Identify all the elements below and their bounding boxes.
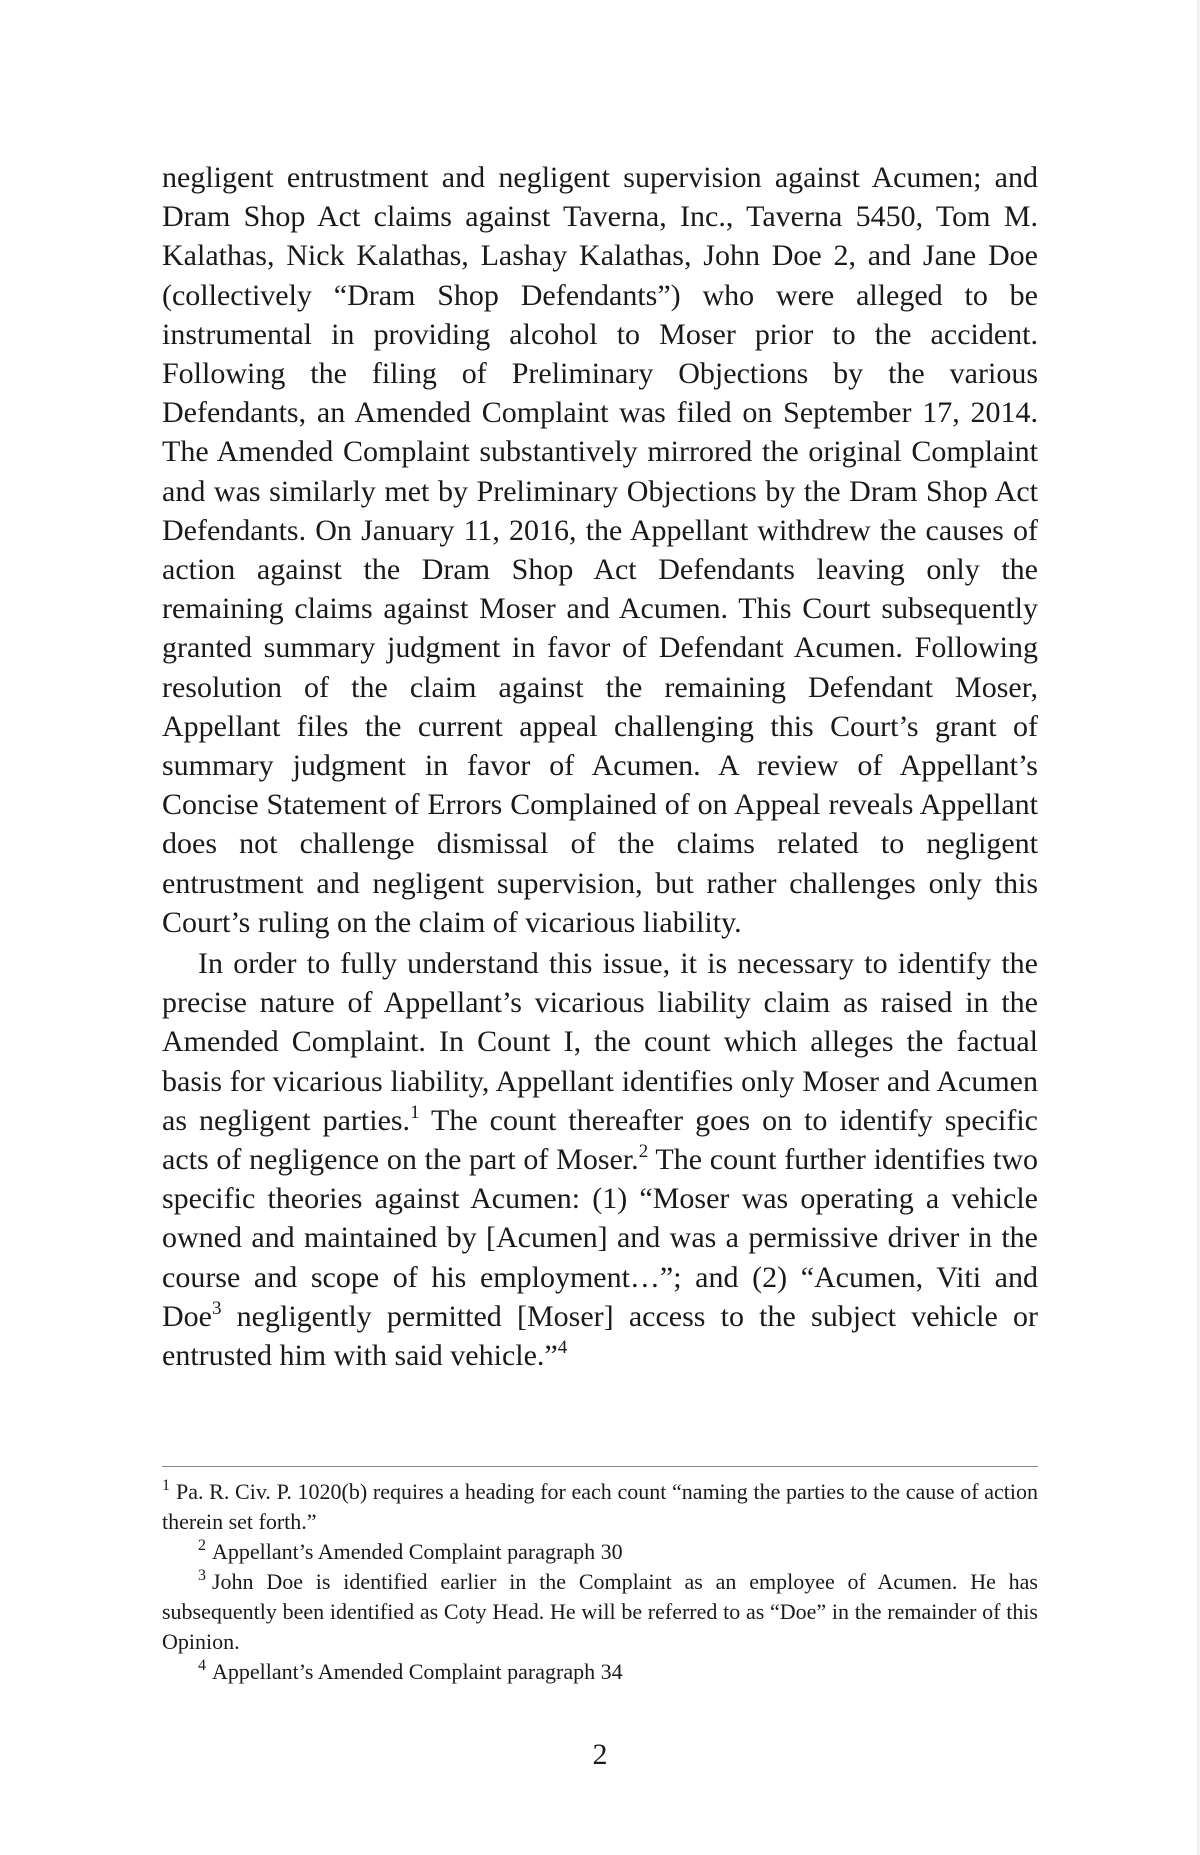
footnote-number: 2 (198, 1537, 206, 1554)
footnote-ref-1[interactable]: 1 (410, 1101, 420, 1123)
paragraph-text: The count thereafter goes on to identify specific acts of negligence on the part of Moser. (162, 1103, 1038, 1177)
footnote-number: 4 (198, 1657, 206, 1674)
footnote-1 (162, 1477, 1038, 1537)
footnote-divider (162, 1466, 1038, 1467)
paragraph-continued: negligent entrustment and negligent supervision against Acumen; and Dram Shop Act claims against Taverna, Inc., Taverna 5450, Tom M. Kalathas, Nick Kalathas, Lashay Kalathas, John Doe 2, and Jane Doe (collectively “Dram Shop Defendants”) who were alleged to be instrumental in providing alcohol to Moser prior to the accident. Following the filing of Preliminary Objections by the various Defendants, an Amended Complaint was filed on September 17, 2014. The Amended Complaint substantively mirrored the original Complaint and was similarly met by Preliminary Objections by the Dram Shop Act Defendants. On January 11, 2016, the Appellant withdrew the causes of action against the Dram Shop Act Defendants leaving only the remaining claims against Moser and Acumen. This Court subsequently granted summary judgment in favor of Defendant Acumen. Following resolution of the claim against the remaining Defendant Moser, Appellant files the current appeal challenging this Court’s grant of summary judgment in favor of Acumen. A review of Appellant’s Concise Statement of Errors Complained of on Appeal reveals Appellant does not challenge dismissal of the claims related to negligent entrustment and negligent supervision, but rather challenges only this Court’s ruling on the claim of vicarious liability. (162, 161, 1038, 939)
paragraph-text: negligently permitted [Moser] access to the subject vehicle or entrusted him with said vehicle.” (162, 1299, 1038, 1373)
paragraph-text: The count further identifies two specific theories against Acumen: (1) “Moser was operating a vehicle owned and maintained by [Acumen] and was a permissive driver in the course and scope of his employment…”; and (2) “Acumen, Viti and Doe (162, 1143, 1039, 1333)
footnote-ref-4[interactable]: 4 (557, 1337, 568, 1359)
footnote-text: Appellant’s Amended Complaint paragraph 34 (212, 1659, 623, 1684)
footnote-2 (162, 1537, 1038, 1567)
footnote-text: Appellant’s Amended Complaint paragraph 30 (212, 1539, 623, 1564)
footnote-3 (162, 1567, 1038, 1657)
footnote-4 (162, 1657, 1038, 1687)
footnote-number: 3 (198, 1567, 206, 1584)
paragraph-vicarious-liability (162, 944, 1038, 1375)
body-text (162, 158, 1038, 1375)
footnote-ref-3[interactable]: 3 (211, 1297, 222, 1319)
footnote-number: 1 (162, 1477, 170, 1494)
footnotes-section (162, 1466, 1038, 1687)
footnote-ref-2[interactable]: 2 (638, 1141, 649, 1163)
footnote-text: Pa. R. Civ. P. 1020(b) requires a heading for each count “naming the parties to the cause of action therein set forth.” (162, 1479, 1038, 1534)
footnote-text: John Doe is identified earlier in the Complaint as an employee of Acumen. He has subsequently been identified as Coty Head. He will be referred to as “Doe” in the remainder of this Opinion. (162, 1569, 1038, 1654)
paragraph-text: In order to fully understand this issue, it is necessary to identify the precise nature of Appellant’s vicarious liability claim as raised in the Amended Complaint. In Count I, the count which alleges the factual basis for vicarious liability, Appellant identifies only Moser and Acumen as negligent parties. (162, 947, 1038, 1137)
page-number: 2 (592, 1738, 608, 1771)
